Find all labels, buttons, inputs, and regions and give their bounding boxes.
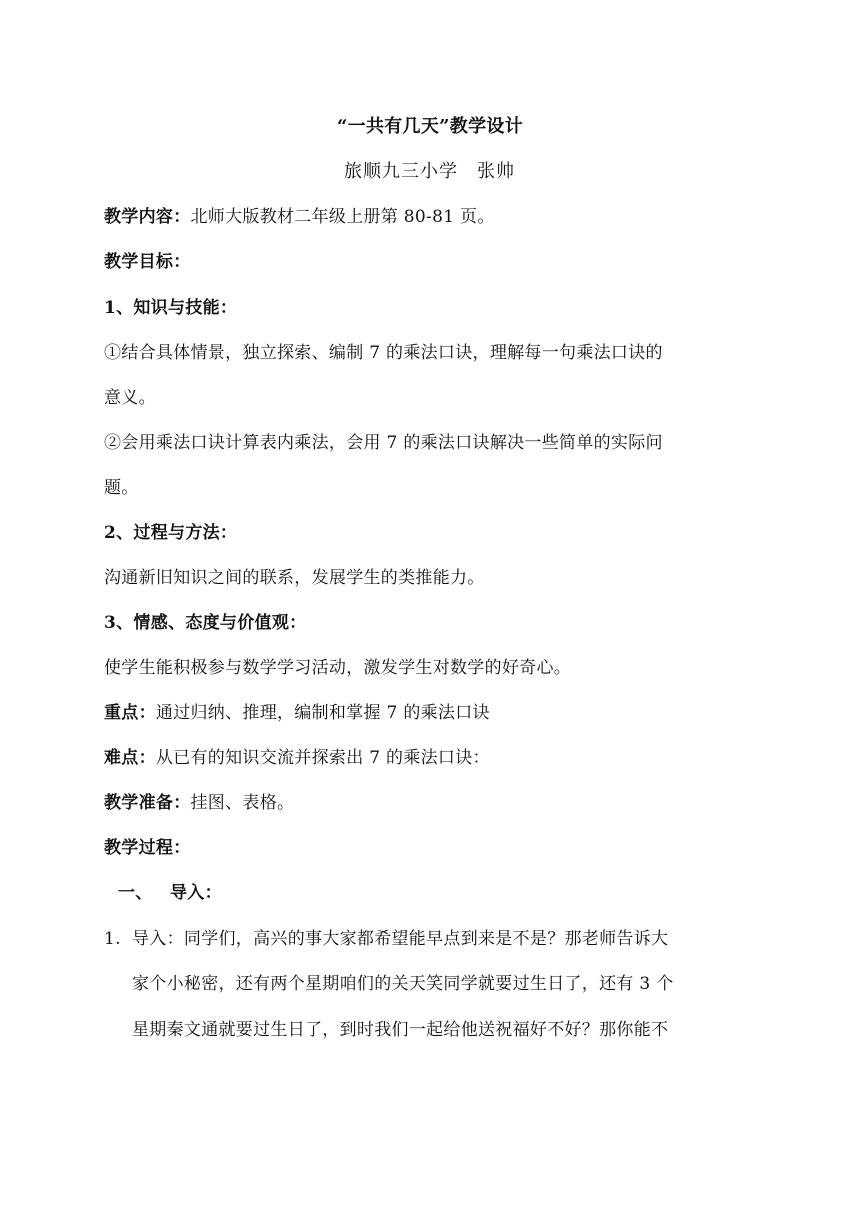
key-point-text: 通过归纳、推理，编制和掌握 7 的乘法口诀: [155, 703, 490, 723]
teaching-goals-heading: 教学目标：: [104, 252, 191, 272]
document-title: “一共有几天”教学设计: [336, 116, 523, 137]
item1-line1: 导入：同学们，高兴的事大家都希望能早点到来是不是？那老师告诉大: [132, 929, 669, 949]
section1-number: 一、: [118, 883, 153, 903]
difficulty-text: 从已有的知识交流并探索出 7 的乘法口诀：: [155, 748, 490, 768]
goal3-text: 使学生能积极参与数学学习活动，激发学生对数学的好奇心。: [104, 658, 572, 678]
preparation-label: 教学准备：: [104, 793, 191, 813]
item1-line3: 星期秦文通就要过生日了，到时我们一起给他送祝福好不好？那你能不: [132, 1020, 669, 1040]
item1-line2: 家个小秘密，还有两个星期咱们的关天笑同学就要过生日了，还有 3 个: [132, 974, 674, 994]
key-point-label: 重点：: [104, 703, 156, 723]
goal2-heading: 2、过程与方法：: [104, 523, 238, 543]
preparation-text: 挂图、表格。: [190, 793, 295, 813]
goal2-text: 沟通新旧知识之间的联系，发展学生的类推能力。: [104, 568, 485, 588]
section1-heading: 导入：: [170, 883, 222, 903]
goal1-item2-line1: ②会用乘法口诀计算表内乘法，会用 7 的乘法口诀解决一些简单的实际问: [104, 433, 663, 453]
goal3-heading: 3、情感、态度与价值观：: [104, 613, 307, 633]
preparation-line: [104, 791, 294, 815]
key-point-line: [104, 701, 490, 725]
difficulty-label: 难点：: [104, 748, 156, 768]
goal1-heading: 1、知识与技能：: [104, 298, 238, 318]
teaching-content-text: 北师大版教材二年级上册第 80-81 页。: [190, 207, 495, 227]
difficulty-line: [104, 746, 490, 770]
teaching-process-heading: 教学过程：: [104, 838, 191, 858]
teaching-content-label: 教学内容：: [104, 207, 191, 227]
goal1-item1-line2: 意义。: [104, 388, 156, 408]
item1-number: 1.: [104, 929, 121, 949]
goal1-item1-line1: ①结合具体情景，独立探索、编制 7 的乘法口诀，理解每一句乘法口诀的: [104, 343, 663, 363]
teaching-content-line: [104, 205, 495, 229]
document-author: 旅顺九三小学 张帅: [344, 161, 515, 182]
goal1-item2-line2: 题。: [104, 478, 139, 498]
